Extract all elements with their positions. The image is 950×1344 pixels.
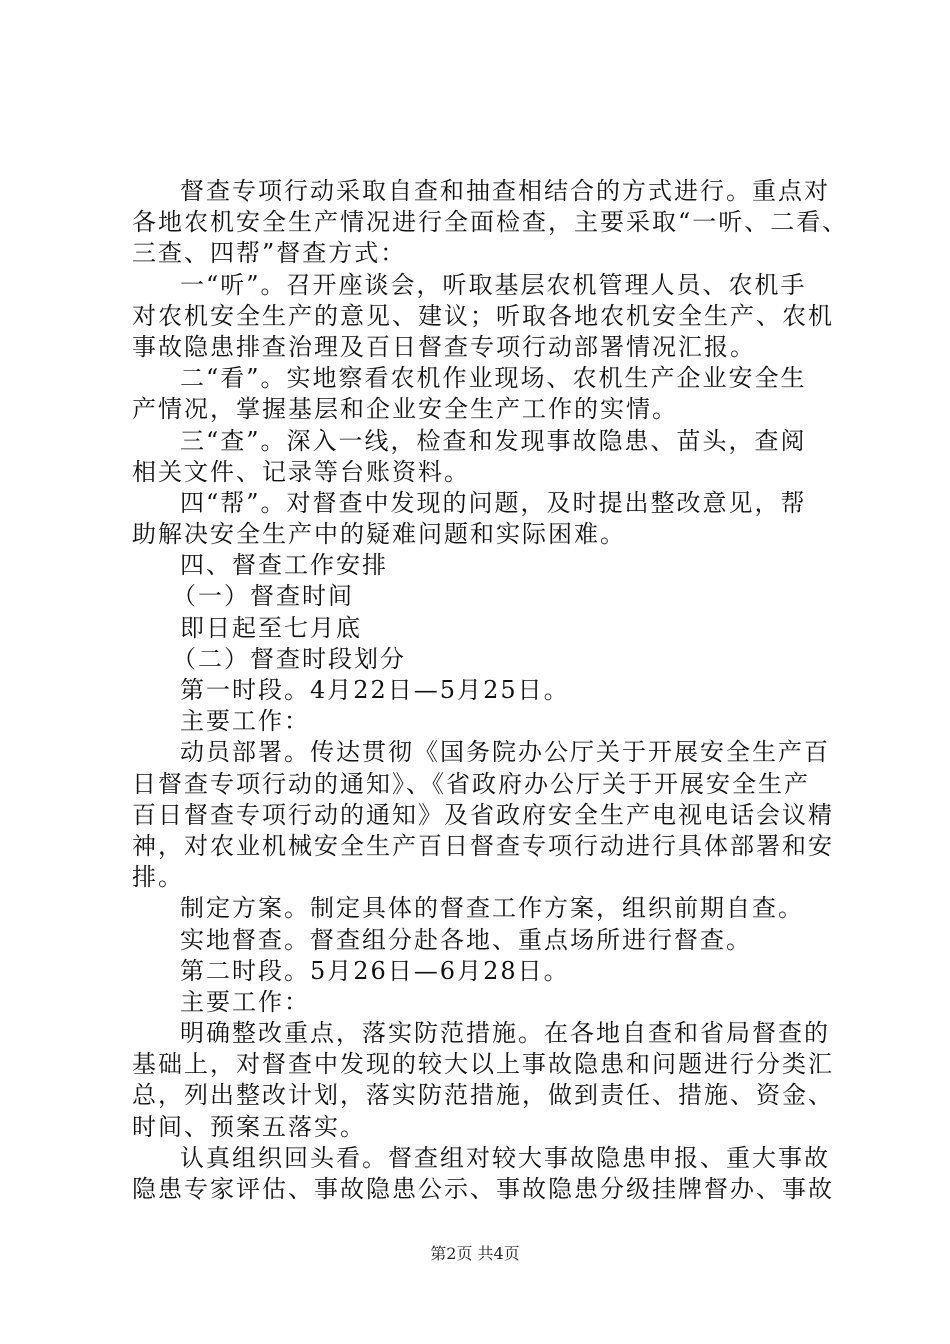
text-line: 制定方案。制定具体的督查工作方案，组织前期自查。 [180,894,804,923]
subsection-heading: （二）督查时段划分 [172,644,406,673]
section-heading: 四、督查工作安排 [180,551,388,580]
text-line: 督查专项行动采取自查和抽查相结合的方式进行。重点对 [180,177,830,205]
text-line: 动员部署。传达贯彻《国务院办公厅关于开展安全生产百 [180,738,830,767]
text-line: 三“查”。深入一线，检查和发现事故隐患、苗头，查阅 [180,426,807,455]
text-line: 产情况，掌握基层和企业安全生产工作的实情。 [132,395,678,424]
text-line: 第一时段。4月22日—5月25日。 [180,676,570,704]
text-line: 隐患专家评估、事故隐患公示、事故隐患分级挂牌督办、事故 [132,1175,834,1203]
text-line: 即日起至七月底 [180,613,362,642]
text-line: 相关文件、记录等台账资料。 [132,457,470,486]
text-line: 四“帮”。对督查中发现的问题，及时提出整改意见，帮 [180,488,807,517]
text-line: 一“听”。召开座谈会，听取基层农机管理人员、农机手 [180,270,807,299]
text-line: 主要工作： [180,987,310,1016]
page-number-footer: 第2页 共4页 [430,1244,520,1263]
text-line: 对农机安全生产的意见、建议；听取各地农机安全生产、农机 [132,301,834,330]
text-line: 认真组织回头看。督查组对较大事故隐患申报、重大事故 [180,1143,830,1172]
text-line: 各地农机安全生产情况进行全面检查，主要采取“一听、二看、 [132,208,849,237]
text-line: 时间、预案五落实。 [132,1112,366,1141]
text-line: 三查、四帮”督查方式： [132,239,407,268]
text-line: 二“看”。实地察看农机作业现场、农机生产企业安全生 [180,364,807,393]
text-line: 百日督查专项行动的通知》及省政府安全生产电视电话会议精 [132,800,834,829]
text-line: 总，列出整改计划，落实防范措施，做到责任、措施、资金、 [132,1081,834,1110]
text-line: 助解决安全生产中的疑难问题和实际困难。 [132,520,626,549]
text-line: 基础上，对督查中发现的较大以上事故隐患和问题进行分类汇 [132,1050,834,1079]
text-line: 神，对农业机械安全生产百日督查专项行动进行具体部署和安 [132,831,834,860]
text-line: 实地督查。督查组分赴各地、重点场所进行督查。 [180,925,752,954]
text-line: 日督查专项行动的通知》、《省政府办公厅关于开展安全生产 [132,769,810,798]
text-line: 明确整改重点，落实防范措施。在各地自查和省局督查的 [180,1019,830,1048]
text-line: 事故隐患排查治理及百日督查专项行动部署情况汇报。 [132,332,756,361]
text-line: 第二时段。5月26日—6月28日。 [180,956,570,985]
text-line: 排。 [132,863,184,892]
text-line: 主要工作： [180,707,310,736]
document-body [132,176,849,1205]
subsection-heading: （一）督查时间 [172,582,354,611]
